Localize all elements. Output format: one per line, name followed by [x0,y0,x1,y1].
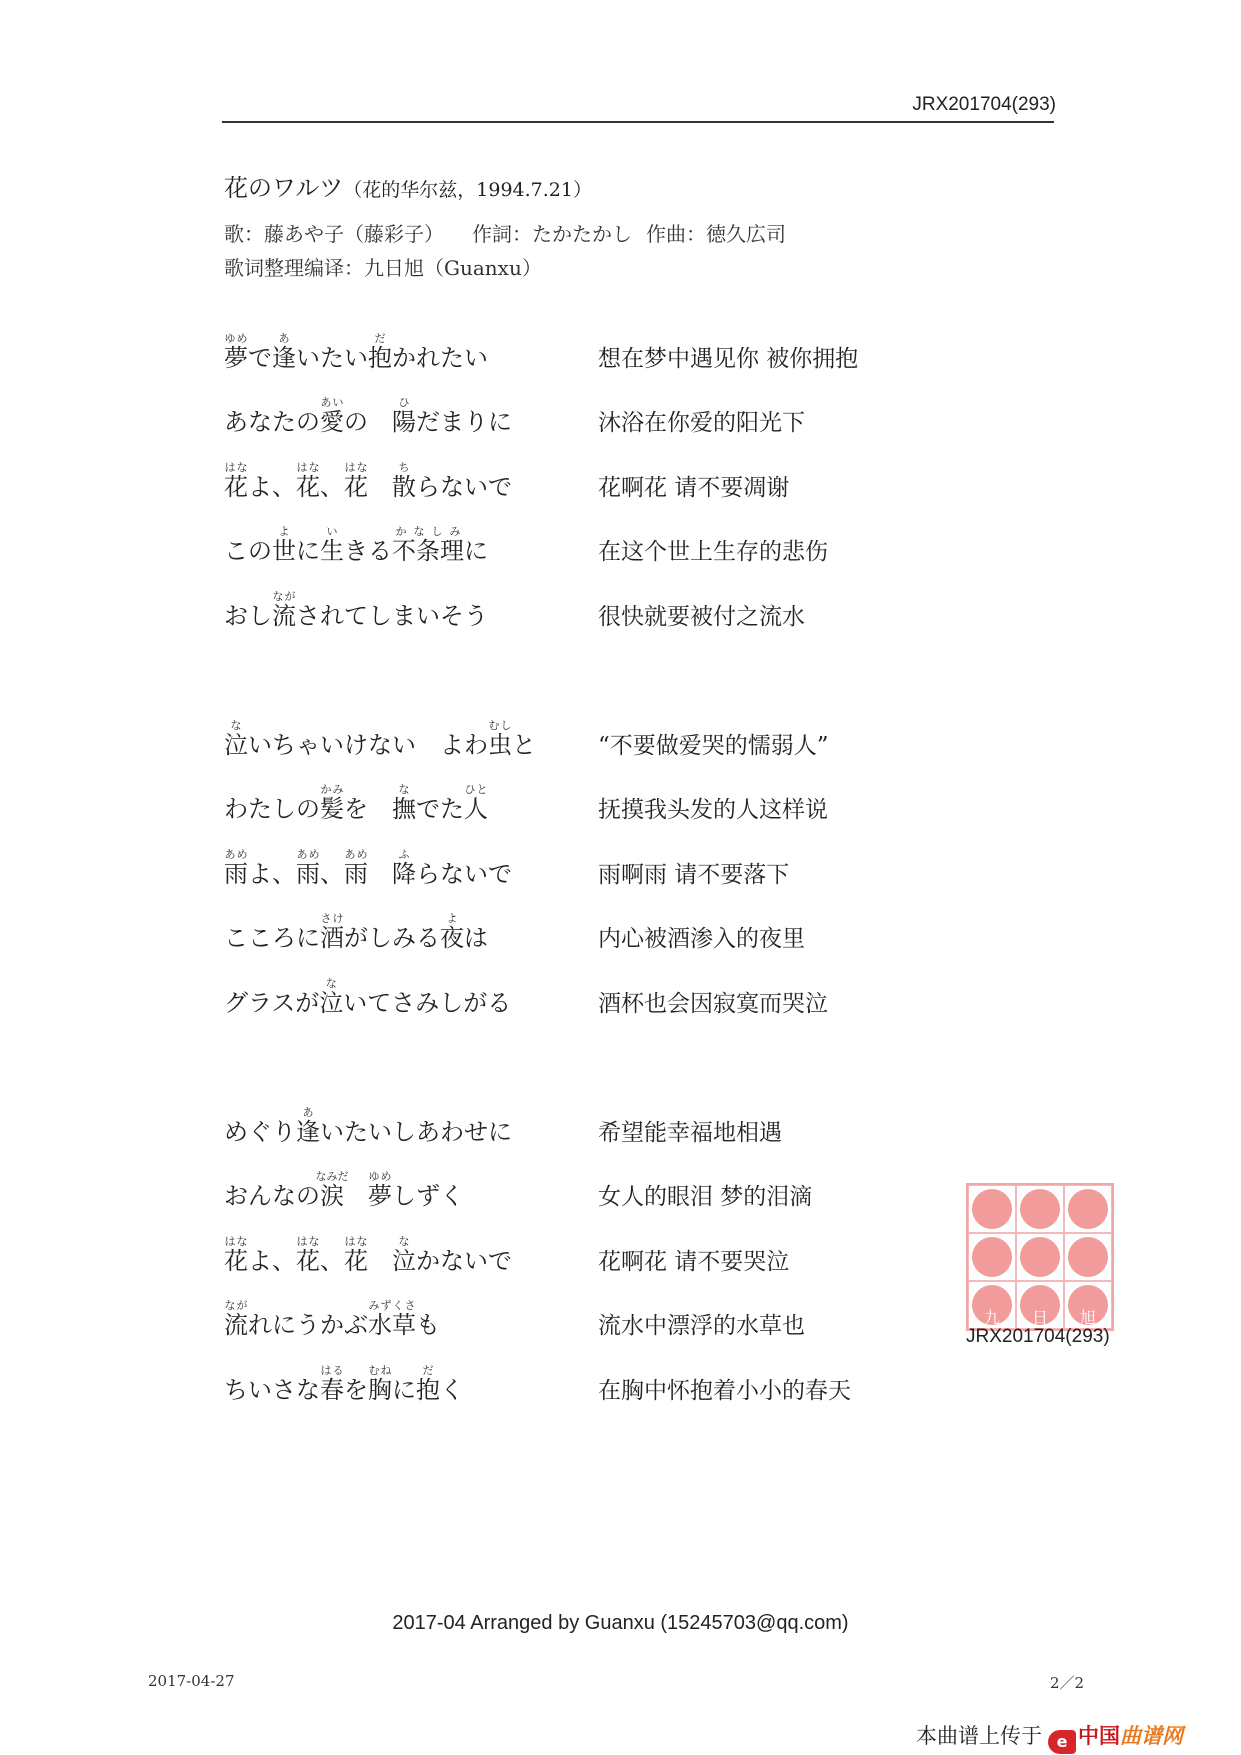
upload-credit[interactable] [916,1720,1183,1754]
lyric-japanese: 夢ゆめで逢あいたい抱だかれたい [224,331,488,372]
lyric-row [224,1161,944,1226]
lyric-chinese: 雨啊雨 请不要落下 [598,861,790,888]
lyric-chinese: 希望能幸福地相遇 [598,1119,782,1146]
stamp-cell [1064,1233,1112,1281]
stamp-dot [1020,1189,1060,1229]
stamp-dot [1068,1237,1108,1277]
lyric-chinese: 想在梦中遇见你 被你拥抱 [598,345,859,372]
song-title [224,168,592,203]
lyric-japanese: わたしの髪かみを 撫なでた人ひと [224,783,488,823]
stamp-dot [972,1189,1012,1229]
stamp-cell [1016,1233,1064,1281]
lyric-row [224,1225,944,1290]
stamp-dot [1068,1189,1108,1229]
song-title-main: 花のワルツ [224,174,344,202]
lyrics-table [224,322,944,1419]
lyric-chinese: 女人的眼泪 梦的泪滴 [598,1184,813,1210]
stanza-gap [224,1032,944,1097]
lyric-japanese: グラスが泣ないてさみしがる [224,976,512,1017]
stamp-char: 九 [983,1308,1000,1327]
lyric-chinese: 沐浴在你爱的阳光下 [598,410,805,436]
stamp-cell [968,1281,1016,1329]
lyric-japanese: 雨あめよ、雨あめ、雨あめ 降ふらないで [224,847,512,888]
lyric-japanese: おんなの涙なみだ 夢ゆめしずく [224,1170,464,1210]
lyric-row [224,580,944,645]
page-number: 2／2 [1050,1674,1085,1692]
stamp-cell [968,1185,1016,1233]
lyric-row [224,709,944,774]
stamp-cell [1064,1281,1112,1329]
lyric-japanese: ちいさな春はるを胸むねに抱だく [224,1363,464,1404]
lyric-chinese: 花啊花 请不要凋谢 [598,474,790,501]
credits-line [224,218,786,247]
lyric-row [224,516,944,581]
singer-credit: 歌：藤あや子（藤彩子） [224,222,444,246]
lyricist-credit: 作詞：たかたかし [472,222,632,246]
lyric-row [224,838,944,903]
stamp-cell [1064,1185,1112,1233]
lyric-row [224,1290,944,1355]
upload-prefix: 本曲谱上传于 [916,1724,1042,1748]
lyric-japanese: 流ながれにうかぶ水草みずくさも [224,1299,440,1339]
song-title-sub: （花的华尔兹，1994.7.21） [343,179,592,201]
lyric-japanese: あなたの愛あいの 陽ひだまりに [224,396,512,436]
lyric-japanese: めぐり逢あいたいしあわせに [224,1105,512,1146]
site-logo-icon: e [1048,1730,1076,1754]
lyric-chinese: 内心被酒渗入的夜里 [598,926,805,952]
lyric-row [224,451,944,516]
footer-date: 2017-04-27 [148,1672,235,1690]
stamp-cell [968,1233,1016,1281]
arranger-credit: 歌词整理编译：九日旭（Guanxu） [224,256,542,280]
lyric-chinese: “不要做爱哭的懦弱人” [598,732,829,759]
lyric-chinese: 在胸中怀抱着小小的春天 [598,1377,851,1404]
name-stamp [966,1183,1114,1331]
lyric-japanese: 花はなよ、花はな、花はな 泣なかないで [224,1234,512,1275]
header-rule [222,121,1054,123]
stamp-cell [1016,1281,1064,1329]
site-name-a: 中国 [1078,1724,1120,1748]
lyric-row [224,1096,944,1161]
lyric-chinese: 流水中漂浮的水草也 [598,1313,805,1339]
stanza-gap [224,645,944,710]
lyric-japanese: この世よに生いきる不条理かなしみに [224,525,488,565]
lyric-row [224,903,944,968]
site-name-b: 曲谱网 [1120,1724,1183,1748]
lyric-chinese: 花啊花 请不要哭泣 [598,1248,790,1275]
lyric-chinese: 酒杯也会因寂寞而哭泣 [598,990,828,1017]
stamp-cell [1016,1185,1064,1233]
lyric-chinese: 在这个世上生存的悲伤 [598,539,828,565]
lyric-row [224,322,944,387]
composer-credit: 作曲：徳久広司 [646,222,786,246]
lyric-chinese: 很快就要被付之流水 [598,603,805,630]
lyric-japanese: 花はなよ、花はな、花はな 散ちらないで [224,460,512,501]
lyric-row [224,387,944,452]
lyric-japanese: おし流ながされてしまいそう [224,589,488,630]
stamp-char: 日 [1031,1308,1048,1327]
arranged-by-footer: 2017-04 Arranged by Guanxu (15245703@qq.com) [392,1612,849,1634]
stamp-dot [972,1237,1012,1277]
lyric-row [224,774,944,839]
header-code: JRX201704(293) [912,94,1056,115]
lyric-japanese: 泣ないちゃいけない よわ虫むしと [224,718,536,759]
lyric-row [224,1354,944,1419]
stamp-char: 旭 [1079,1308,1096,1327]
stamp-code: JRX201704(293) [966,1326,1110,1347]
lyric-chinese: 抚摸我头发的人这样说 [598,797,828,823]
stamp-dot [1020,1237,1060,1277]
lyric-japanese: こころに酒さけがしみる夜よは [224,912,488,952]
lyric-row [224,967,944,1032]
